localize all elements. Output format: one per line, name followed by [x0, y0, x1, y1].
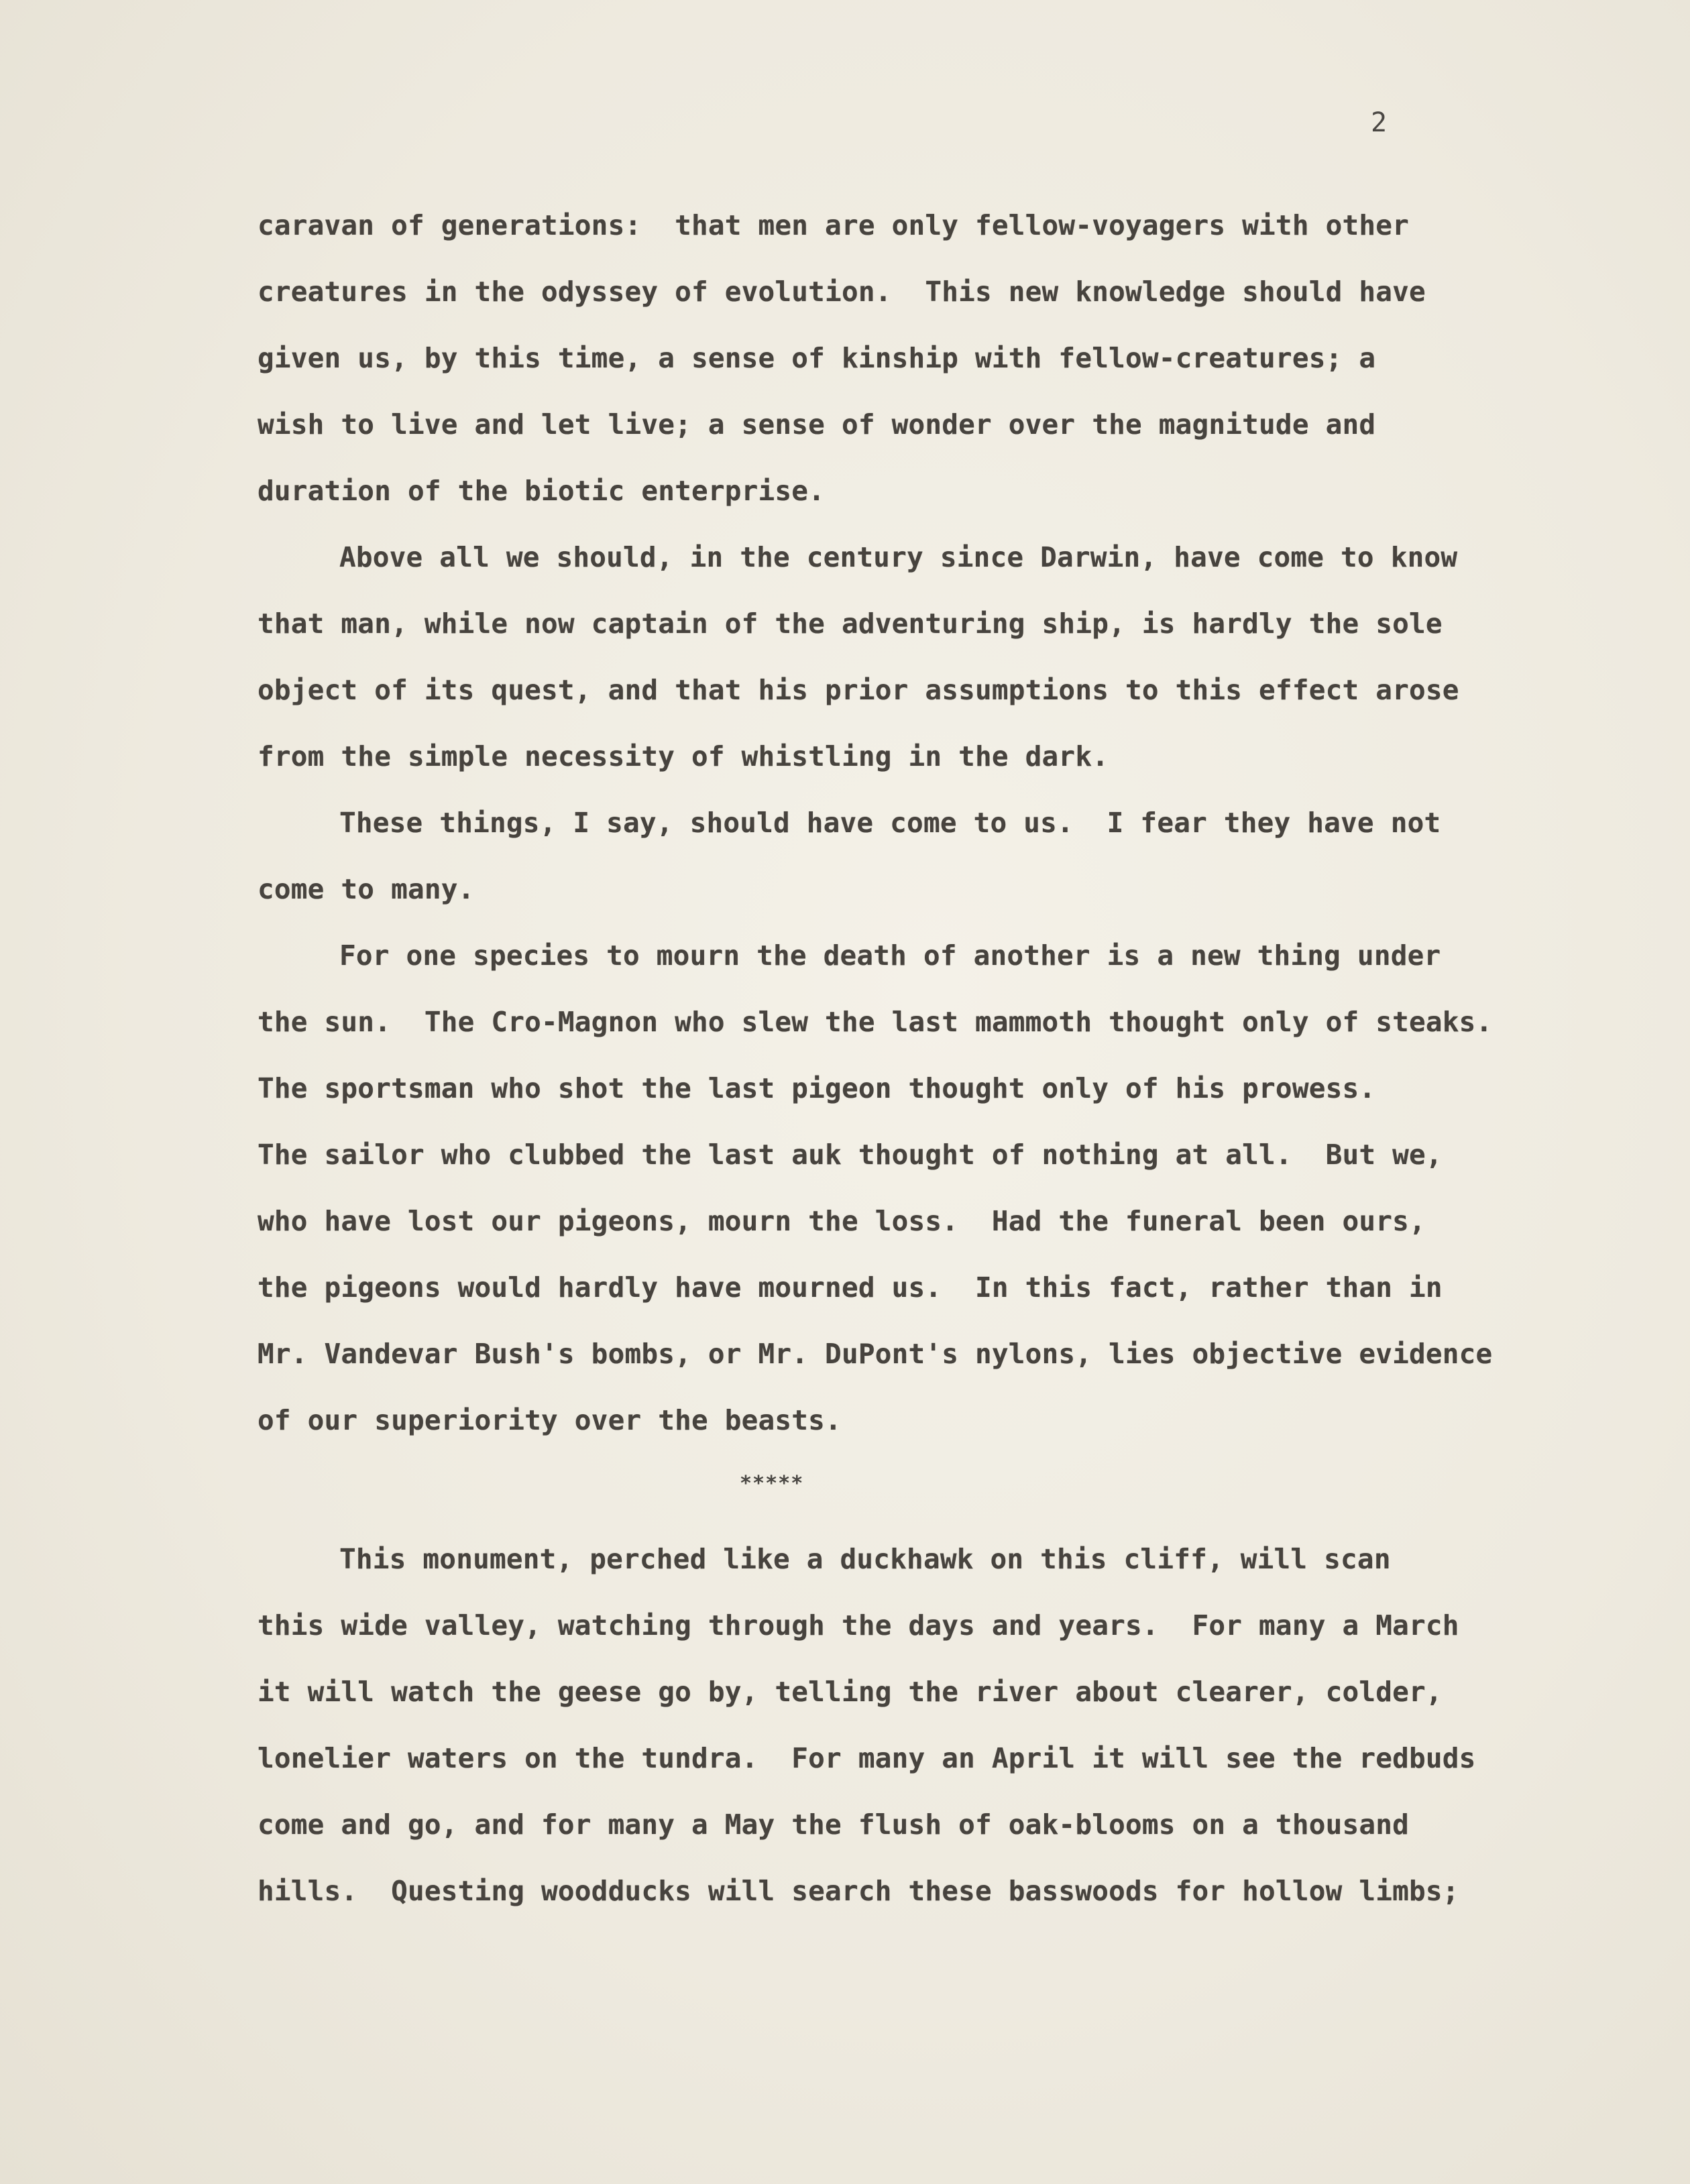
text-line: For one species to mourn the death of another is a new thing under: [339, 939, 1441, 972]
text-line: who have lost our pigeons, mourn the loss. Had the funeral been ours,: [258, 1205, 1426, 1237]
text-line: object of its quest, and that his prior assumptions to this effect arose: [258, 674, 1459, 706]
text-line: come to many.: [258, 873, 475, 905]
text-line: that man, while now captain of the adventuring ship, is hardly the sole: [258, 608, 1443, 640]
text-line: this wide valley, watching through the days and years. For many a March: [258, 1609, 1459, 1642]
text-line: of our superiority over the beasts.: [258, 1404, 842, 1436]
text-line: wish to live and let live; a sense of wonder over the magnitude and: [258, 408, 1376, 441]
text-line: the pigeons would hardly have mourned us. In this fact, rather than in: [258, 1271, 1443, 1304]
text-line: The sailor who clubbed the last auk thought of nothing at all. But we,: [258, 1139, 1443, 1171]
text-line: it will watch the geese go by, telling the river about clearer, colder,: [258, 1676, 1443, 1708]
text-line: Above all we should, in the century since Darwin, have come to know: [339, 541, 1458, 573]
page-number: 2: [1371, 107, 1388, 138]
text-line: The sportsman who shot the last pigeon thought only of his prowess.: [258, 1072, 1376, 1104]
text-line: lonelier waters on the tundra. For many an April it will see the redbuds: [258, 1742, 1476, 1774]
text-line: caravan of generations: that men are only fellow-voyagers with other: [258, 209, 1410, 241]
text-line: from the simple necessity of whistling in the dark.: [258, 740, 1109, 772]
text-line: This monument, perched like a duckhawk on this cliff, will scan: [339, 1543, 1391, 1575]
text-line: given us, by this time, a sense of kinship with fellow-creatures; a: [258, 342, 1376, 374]
text-line: These things, I say, should have come to us. I fear they have not: [339, 807, 1441, 839]
text-line: duration of the biotic enterprise.: [258, 475, 826, 507]
text-line: Mr. Vandevar Bush's bombs, or Mr. DuPont's nylons, lies objective evidence: [258, 1338, 1493, 1370]
text-line: the sun. The Cro-Magnon who slew the last mammoth thought only of steaks.: [258, 1006, 1493, 1038]
text-line: come and go, and for many a May the flush of oak-blooms on a thousand: [258, 1808, 1410, 1841]
text-line: hills. Questing woodducks will search these basswoods for hollow limbs;: [258, 1875, 1459, 1907]
section-separator: *****: [740, 1472, 804, 1495]
text-line: creatures in the odyssey of evolution. This new knowledge should have: [258, 276, 1426, 308]
